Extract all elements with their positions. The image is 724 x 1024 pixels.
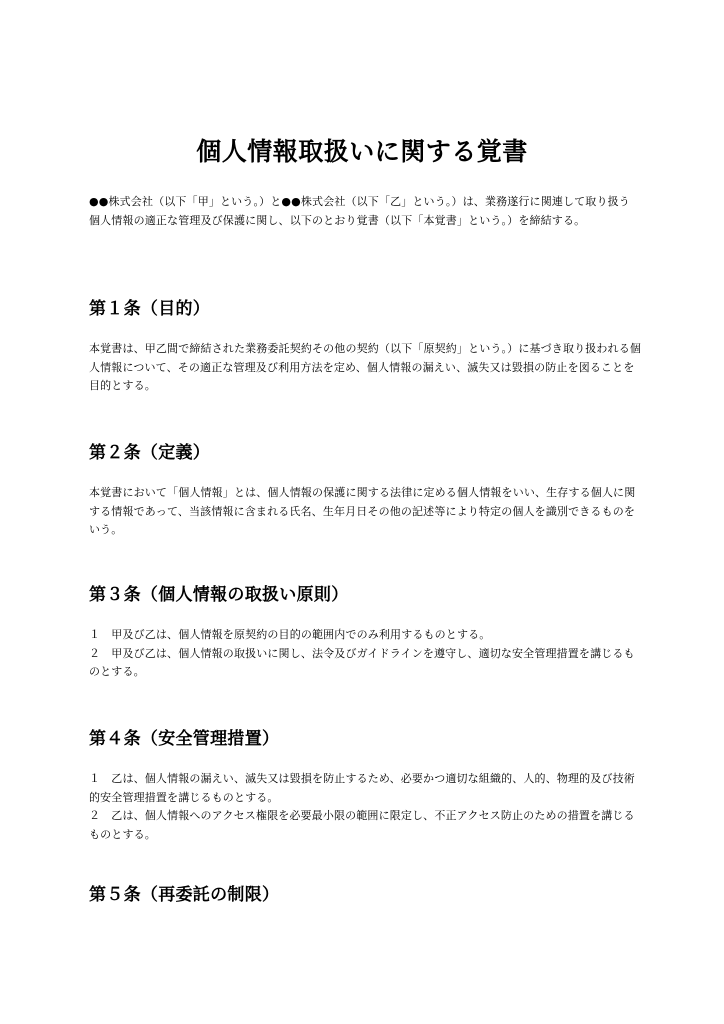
article-2-body	[89, 484, 641, 540]
article-1	[89, 297, 641, 396]
article-4-heading: 第４条（安全管理措置）	[89, 729, 280, 749]
article-3-paragraph-1: １ 甲及び乙は、個人情報を原契約の目的の範囲内でのみ利用するものとする。	[89, 628, 491, 641]
article-1-body	[89, 340, 641, 396]
article-3-body	[89, 626, 641, 682]
document-title: 個人情報取扱いに関する覚書	[196, 136, 528, 166]
article-2	[89, 441, 641, 540]
article-4-body	[89, 770, 641, 844]
article-4-paragraph-1: １ 乙は、個人情報の漏えい、滅失又は毀損を防止するため、必要かつ適切な組織的、人的、物理的及び技術的安全管理措置を講じるものとする。	[89, 772, 635, 804]
article-4	[89, 727, 641, 844]
article-3-paragraph-2: ２ 甲及び乙は、個人情報の取扱いに関し、法令及びガイドラインを遵守し、適切な安全管理措置を講じるものとする。	[89, 646, 635, 678]
intro-paragraph: ●●株式会社（以下「甲」という。）と●●株式会社（以下「乙」という。）は、業務遂行に関連して取り扱う個人情報の適正な管理及び保護に関し、以下のとおり覚書（以下「本覚書」という。）を締結する。	[89, 195, 630, 227]
article-2-paragraph: 本覚書において「個人情報」とは、個人情報の保護に関する法律に定める個人情報をいい、生存する個人に関する情報であって、当該情報に含まれる氏名、生年月日その他の記述等により特定の個人を識別できるものをいう。	[89, 486, 636, 536]
article-3-heading: 第３条（個人情報の取扱い原則）	[89, 585, 349, 605]
article-2-heading: 第２条（定義）	[89, 443, 211, 463]
article-5-heading: 第５条（再委託の制限）	[89, 885, 280, 905]
article-4-paragraph-2: ２ 乙は、個人情報へのアクセス権限を必要最小限の範囲に限定し、不正アクセス防止のための措置を講じるものとする。	[89, 809, 635, 841]
article-5	[89, 883, 641, 907]
article-1-paragraph: 本覚書は、甲乙間で締結された業務委託契約その他の契約（以下「原契約」という。）に基づき取り扱われる個人情報について、その適正な管理及び利用方法を定め、個人情報の漏えい、滅失又は毀損の防止を図ることを目的とする。	[89, 342, 641, 392]
article-3	[89, 583, 641, 682]
article-1-heading: 第１条（目的）	[89, 299, 211, 319]
